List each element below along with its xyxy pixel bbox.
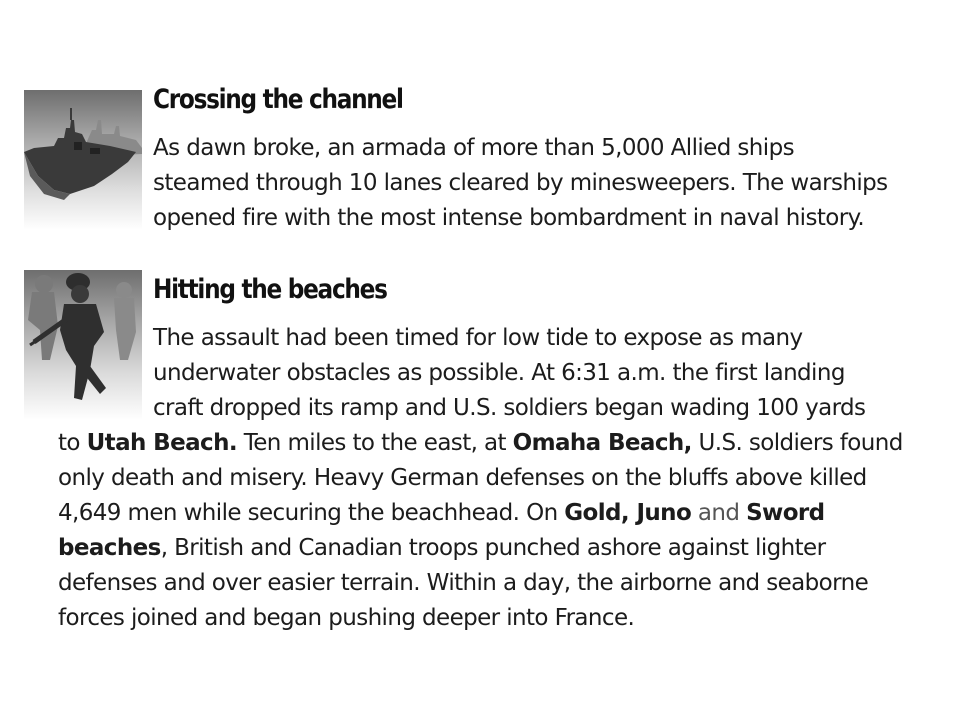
body-line [58, 496, 903, 531]
body-line [58, 426, 903, 461]
section-body [153, 131, 888, 236]
body-line: defenses and over easier terrain. Within a day, the airborne and seaborne [58, 570, 869, 596]
warship-icon [24, 90, 142, 230]
body-line: As dawn broke, an armada of more than 5,000 Allied ships [153, 135, 794, 161]
body-line: underwater obstacles as possible. At 6:31 a.m. the first landing [153, 360, 845, 386]
place-name: Omaha Beach, [512, 430, 692, 456]
text-run: to [58, 430, 87, 456]
section-body-wide [58, 426, 903, 636]
body-line: The assault had been timed for low tide to expose as many [153, 325, 803, 351]
section-body [153, 321, 865, 426]
body-line: forces joined and began pushing deeper into France. [58, 605, 635, 631]
text-run: , British and Canadian troops punched ashore against lighter [160, 535, 826, 561]
text-run: 4,649 men while securing the beachhead. On [58, 500, 565, 526]
place-name: Gold, Juno [564, 500, 692, 526]
body-line: opened fire with the most intense bombardment in naval history. [153, 205, 865, 231]
body-line: craft dropped its ramp and U.S. soldiers began wading 100 yards [153, 395, 866, 421]
section-heading: Hitting the beaches [153, 274, 387, 305]
place-name: beaches [58, 535, 161, 561]
soldiers-icon [24, 270, 142, 420]
body-line [58, 531, 903, 566]
text-run: Ten miles to the east, at [236, 430, 513, 456]
section-heading: Crossing the channel [153, 84, 403, 115]
text-run: and [691, 500, 747, 526]
body-line: steamed through 10 lanes cleared by minesweepers. The warships [153, 170, 888, 196]
body-line: only death and misery. Heavy German defenses on the bluffs above killed [58, 465, 867, 491]
place-name: Sword [746, 500, 825, 526]
text-run: U.S. soldiers found [691, 430, 903, 456]
place-name: Utah Beach. [86, 430, 237, 456]
